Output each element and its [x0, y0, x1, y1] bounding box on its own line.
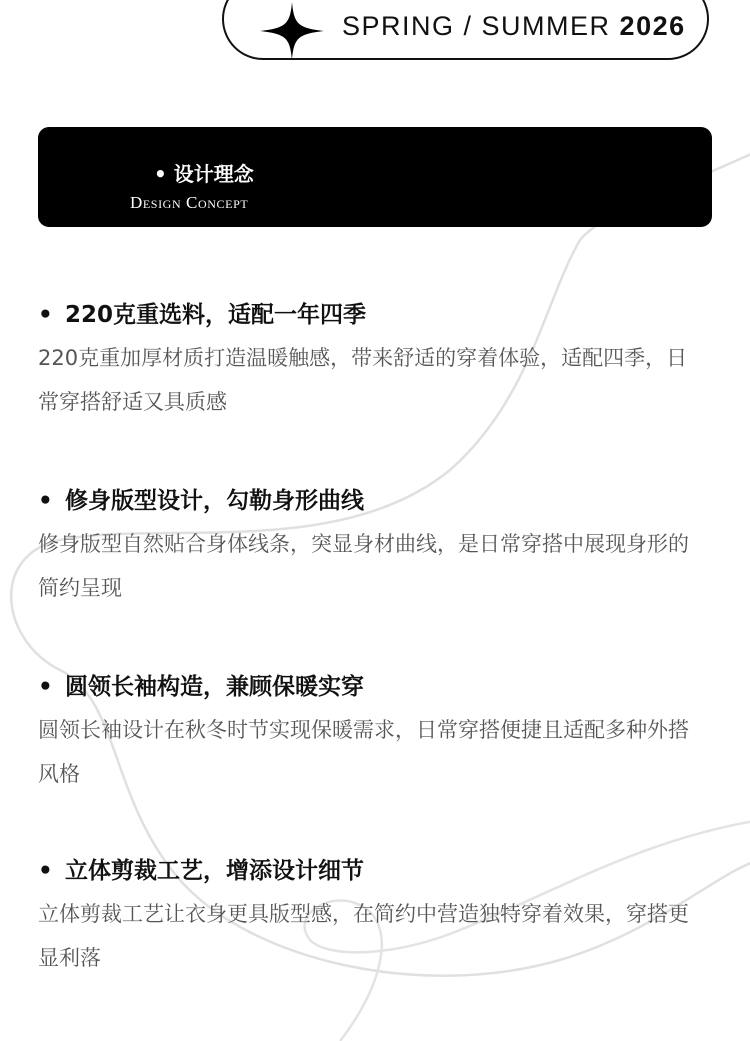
- banner-title-text: 设计理念: [173, 162, 254, 186]
- feature-title-text: 圆领长袖构造，兼顾保暖实穿: [65, 674, 364, 700]
- season-badge: [222, 0, 709, 60]
- feature-description: 圆领长袖设计在秋冬时节实现保暖需求，日常穿搭便捷且适配多种外搭风格: [38, 718, 689, 786]
- feature-title-text: 立体剪裁工艺，增添设计细节: [65, 858, 364, 884]
- feature-title-text: 修身版型设计，勾勒身形曲线: [65, 488, 364, 514]
- season-name: SPRING / SUMMER: [342, 11, 611, 41]
- season-year: 2026: [619, 11, 686, 41]
- feature-description: 修身版型自然贴合身体线条，突显身材曲线，是日常穿搭中展现身形的简约呈现: [38, 532, 689, 600]
- feature-title: [38, 670, 364, 704]
- feature-bullet: •: [38, 488, 53, 514]
- feature-bullet: •: [38, 674, 53, 700]
- feature-bullet: •: [38, 858, 53, 884]
- banner-bullet: •: [154, 162, 167, 186]
- concept-title: [154, 158, 254, 187]
- feature-title: [38, 298, 366, 332]
- feature-title: [38, 854, 364, 888]
- feature-description: 220克重加厚材质打造温暖触感，带来舒适的穿着体验，适配四季，日常穿搭舒适又具质感: [38, 346, 688, 414]
- design-concept-banner: [38, 127, 712, 227]
- feature-title-text: 220克重选料，适配一年四季: [65, 302, 367, 328]
- feature-description: 立体剪裁工艺让衣身更具版型感，在简约中营造独特穿着效果，穿搭更显利落: [38, 902, 689, 970]
- concept-subtitle: Design Concept: [130, 193, 249, 212]
- feature-bullet: •: [38, 302, 53, 328]
- feature-title: [38, 484, 364, 518]
- season-label: [342, 11, 686, 42]
- four-point-star-icon: [260, 2, 324, 60]
